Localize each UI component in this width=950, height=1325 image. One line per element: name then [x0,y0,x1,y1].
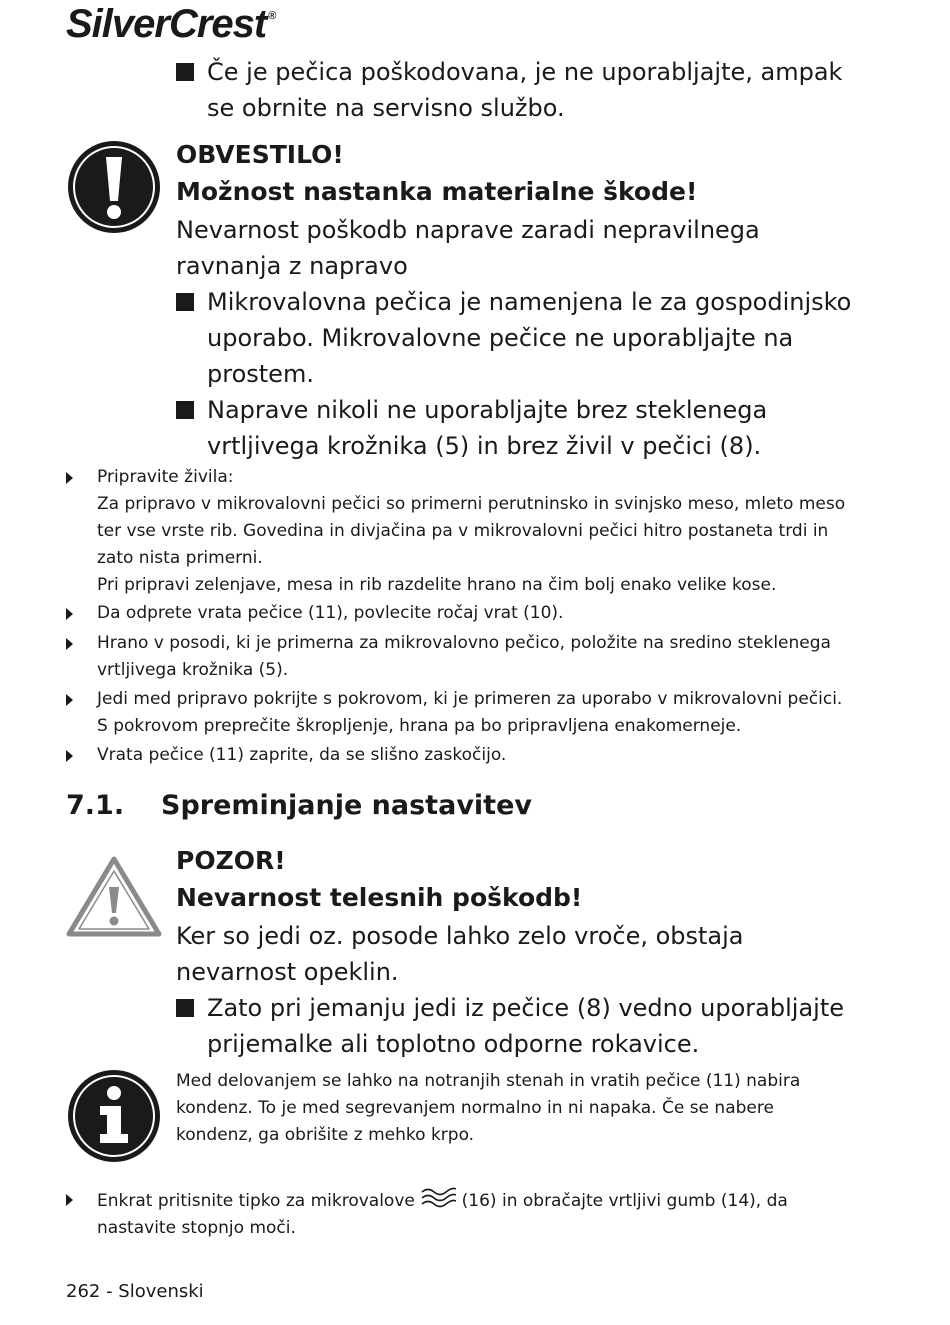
caution-heading: Nevarnost telesnih poškodb! [176,883,583,912]
square-bullet-icon [176,999,194,1017]
arrow-bullet-icon [66,608,73,620]
section-title: Spreminjanje nastavitev [161,790,532,821]
step-text: Da odprete vrata pečice (11), povlecite ročaj vrat (10). [97,603,564,623]
step-text-before: Enkrat pritisnite tipko za mikrovalove [97,1191,415,1211]
step-set-power [66,1186,856,1242]
step-close-door [66,742,856,769]
arrow-bullet-icon [66,694,73,706]
notice-bullet [176,284,866,392]
info-text: Med delovanjem se lahko na notranjih stenah in vratih pečice (11) nabira kondenz. To je med segrevanjem normalno in ni napaka. Če se nabere kondenz, ga obrišite z mehko krpo. [176,1071,801,1145]
notice-bullet-text: Naprave nikoli ne uporabljajte brez steklenega vrtljivega krožnika (5) in brez živil v pečici (8). [207,396,768,460]
silvercrest-logo [66,2,275,47]
warning-triangle-icon [66,855,162,937]
step-body: Za pripravo v mikrovalovni pečici so primerni perutninsko in svinjsko meso, mleto meso ter vse vrste rib. Govedina in divjačina pa v mikrovalovni pečici hitro postaneta trdi in zato nista primerni. [97,494,846,568]
arrow-bullet-icon [66,638,73,650]
step-place-food [66,630,856,684]
caution-label: POZOR! [176,846,286,875]
info-circle-icon [66,1068,162,1164]
exclamation-circle-icon [66,139,162,235]
arrow-bullet-icon [66,472,73,484]
notice-heading: Možnost nastanka materialne škode! [176,177,698,206]
notice-text: Nevarnost poškodb naprave zaradi nepravilnega ravnanja z napravo [176,216,760,280]
notice-label: OBVESTILO! [176,140,344,169]
step-text: Hrano v posodi, ki je primerna za mikrovalovno pečico, položite na sredino steklenega vrtljivega krožnika (5). [97,633,831,680]
notice-bullet-text: Mikrovalovna pečica je namenjena le za gospodinjsko uporabo. Mikrovalovne pečice ne uporabljajte na prostem. [207,288,852,388]
step-open-door [66,600,856,627]
caution-text: Ker so jedi oz. posode lahko zelo vroče, obstaja nevarnost opeklin. [176,922,744,986]
step-prepare-food [66,464,856,599]
page-footer: 262 - Slovenski [66,1281,204,1302]
section-number: 7.1. [66,790,125,821]
step-text: Vrata pečice (11) zaprite, da se slišno zaskočijo. [97,745,507,765]
step-title: Pripravite živila: [97,467,234,487]
step-extra: Pri pripravi zelenjave, mesa in rib razdelite hrano na čim bolj enako velike kose. [97,575,777,595]
square-bullet-icon [176,293,194,311]
caution-bullet [176,990,866,1062]
logo-text: SilverCrest [66,2,267,46]
step-cover-food [66,686,856,740]
registered-mark: ® [268,10,276,22]
intro-bullet-text: Če je pečica poškodovana, je ne uporabljajte, ampak se obrnite na servisno službo. [207,58,843,122]
intro-bullet [176,54,866,126]
caution-bullet-text: Zato pri jemanju jedi iz pečice (8) vedno uporabljajte prijemalke ali toplotno odporne rokavice. [207,994,844,1058]
square-bullet-icon [176,63,194,81]
square-bullet-icon [176,401,194,419]
step-text: Jedi med pripravo pokrijte s pokrovom, ki je primeren za uporabo v mikrovalovni pečici. S pokrovom preprečite škropljenje, hrana pa bo pripravljena enakomerneje. [97,689,843,736]
step-text-after: (16) in obračajte vrtljivi gumb (14), da nastavite stopnjo moči. [97,1191,788,1238]
section-heading [66,786,532,826]
notice-bullet [176,392,866,464]
arrow-bullet-icon [66,750,73,762]
microwave-waves-icon [420,1186,456,1210]
arrow-bullet-icon [66,1194,73,1206]
